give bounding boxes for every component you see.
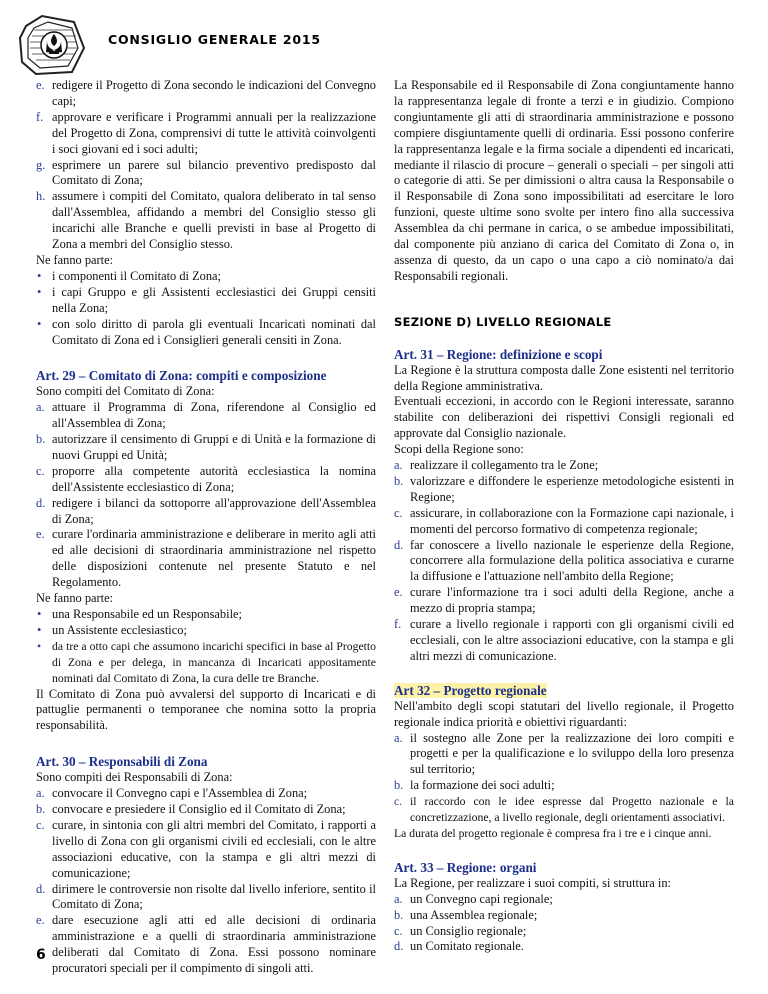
list-item: b. autorizzare il censimento di Gruppi e di Unità e la formazione di nuovi Gruppi ed Unità;: [36, 432, 376, 462]
paragraph: Il Comitato di Zona può avvalersi del supporto di Incaricati e di pattuglie permanenti o temporanee che nomina sotto la propria responsabilità.: [36, 686, 376, 733]
list-item: d. far conoscere a livello nazionale le esperienze della Regione, concorrere alla formulazione della politica associativa e curarne la diffusione e l'attuazione nell'ambito della Regione;: [394, 537, 734, 584]
list-item: d. dirimere le controversie non risolte dal livello inferiore, sentito il Comitato di Zona;: [36, 881, 376, 912]
list-item: b. una Assemblea regionale;: [394, 907, 538, 922]
left-column: [36, 78, 376, 977]
paragraph: Scopi della Regione sono:: [394, 442, 524, 457]
list-item: e. curare l'informazione tra i soci adulti della Regione, anche a mezzo di propria stampa;: [394, 585, 734, 616]
list-item: e. redigere il Progetto di Zona secondo le indicazioni del Convegno capi;: [36, 78, 376, 108]
list-item: a. un Convegno capi regionale;: [394, 891, 553, 906]
list-item: h. assumere i compiti del Comitato, qualora deliberato in tal senso dall'Assemblea, affidando a membri del Consiglio stesso gli incarichi alle Branche e quelli previsti in base al Progetto di Zona a membri del Consiglio stesso.: [36, 189, 376, 252]
paragraph: La Regione è la struttura composta dalle Zone esistenti nel territorio della Regione amministrativa.: [394, 362, 734, 393]
paragraph: Eventuali eccezioni, in accordo con le Regioni interessate, saranno stabilite con deliberazioni dei rispettivi Consigli regionali ed approvate dal Consiglio nazionale.: [394, 394, 734, 441]
article-29-heading: Art. 29 – Comitato di Zona: compiti e composizione: [36, 368, 327, 384]
list-item: d. redigere i bilanci da sottoporre all'approvazione dell'Assemblea di Zona;: [36, 495, 376, 526]
page-number: 6: [36, 947, 46, 963]
paragraph: Ne fanno parte:: [36, 252, 114, 267]
list-item: b. valorizzare e diffondere le esperienze metodologiche esistenti in Regione;: [394, 473, 734, 504]
list-item: c. proporre alla competente autorità ecclesiastica la nomina dell'Assistente ecclesiastico di Zona;: [36, 463, 376, 494]
bullet-item: • con solo diritto di parola gli eventuali Incaricati nominati dal Comitato di Zona ed i Consiglieri generali censiti in Zona.: [37, 316, 376, 347]
article-32-heading: Art 32 – Progetto regionale: [394, 682, 547, 698]
paragraph: Sono compiti del Comitato di Zona:: [36, 384, 215, 399]
right-column: [394, 78, 734, 955]
paragraph: Nell'ambito degli scopi statutari del livello regionale, il Progetto regionale indica priorità e obiettivi riguardanti:: [394, 698, 734, 729]
list-item: e. curare l'ordinaria amministrazione e deliberare in merito agli atti ed alle decisioni di straordinaria amministrazione nel rispetto delle disposizioni contenute nel presente Statuto e nel Regolamento.: [36, 527, 376, 590]
list-item: a. realizzare il collegamento tra le Zone;: [394, 458, 599, 473]
list-item: a. attuare il Programma di Zona, riferendone al Consiglio ed all'Assemblea di Zona;: [36, 400, 376, 431]
bullet-item: • i componenti il Comitato di Zona;: [37, 268, 221, 283]
bullet-item: • da tre a otto capi che assumono incarichi specifici in base al Progetto di Zona e per delega, in mancanza di Incaricati appositamente nominati dal Comitato di Zona, la cura delle tre Branche.: [37, 639, 376, 685]
list-item: c. il raccordo con le idee espresse dal Progetto nazionale e la concretizzazione, a livello regionale, degli orientamenti associativi.: [394, 795, 734, 825]
list-item: a. convocare il Convegno capi e l'Assemblea di Zona;: [36, 786, 308, 801]
bullet-item: • un Assistente ecclesiastico;: [37, 622, 187, 637]
bullet-item: • una Responsabile ed un Responsabile;: [37, 607, 242, 621]
list-item: a. il sostegno alle Zone per la realizzazione dei loro compiti e progetti e per la qualificazione e lo sviluppo della loro presenza sul territorio;: [394, 730, 734, 777]
scout-emblem-logo: [14, 8, 88, 82]
list-item: b. la formazione dei soci adulti;: [394, 778, 555, 793]
list-item: f. approvare e verificare i Programmi annuali per la realizzazione del Progetto di Zona, comprensivi di tutte le attività coinvolgenti i soci giovani ed i soci adulti;: [36, 109, 376, 156]
paragraph: Sono compiti dei Responsabili di Zona:: [36, 770, 233, 785]
list-item: b. convocare e presiedere il Consiglio ed il Comitato di Zona;: [36, 801, 346, 816]
list-item: e. dare esecuzione agli atti ed alle decisioni di ordinaria amministrazione e a quelli di straordinaria amministrazione deliberati dal Comitato di Zona. Essi possono nominare procuratori speciali per il compimento di singoli atti.: [36, 913, 376, 976]
list-item: c. curare, in sintonia con gli altri membri del Comitato, i rapporti a livello di Zona con gli organismi civili ed ecclesiali, con le altre associazioni educative, con la stampa e gli altri mezzi di comunicazione;: [36, 817, 376, 880]
article-30-heading: Art. 30 – Responsabili di Zona: [36, 754, 208, 770]
paragraph: La Regione, per realizzare i suoi compiti, si struttura in:: [394, 875, 671, 890]
list-item: d. un Comitato regionale.: [394, 939, 524, 954]
paragraph: La Responsabile ed il Responsabile di Zona congiuntamente hanno la rappresentanza legale di fronte a terzi e in giudizio. Compiono congiuntamente gli atti di straordinaria amministrazione e possono compiere disgiuntamente quelli di ordinaria. Essi possono conferire la rappresentanza legale e la firma sociale a dipendenti ed incaricati, mediante il rilascio di procure – generali o speciali – per singoli atti o categorie di atti. Se per dimissioni o altra causa la Responsabile o il Responsabile di Zona sono impossibilitati ad esercitare le loro funzioni, queste ultime sono svolte per intero fino alla successiva Assemblea da chi permane in carica, o se ambedue impossibilitati, dal componente più anziano di carica del Comitato di Zona o, in assenza di questo, da un capo o una capo a ciò nominato/a dai Responsabili regionali.: [394, 78, 734, 283]
page-header-title: CONSIGLIO GENERALE 2015: [108, 32, 321, 47]
section-title: SEZIONE D) LIVELLO REGIONALE: [394, 314, 612, 329]
list-item: c. assicurare, in collaborazione con la Formazione capi nazionale, i momenti del percorso formativo di competenza regionale;: [394, 505, 734, 536]
paragraph: La durata del progetto regionale è compresa fra i tre e i cinque anni.: [394, 826, 712, 840]
article-31-heading: Art. 31 – Regione: definizione e scopi: [394, 346, 603, 362]
list-item: g. esprimere un parere sul bilancio preventivo predisposto dal Comitato di Zona;: [36, 157, 376, 188]
paragraph: Ne fanno parte:: [36, 591, 114, 606]
article-33-heading: Art. 33 – Regione: organi: [394, 859, 537, 875]
list-item: f. curare a livello regionale i rapporti con gli organismi civili ed ecclesiali, con le altre associazioni educative, con la stampa e gli altri mezzi di comunicazione.: [394, 617, 734, 663]
list-item: c. un Consiglio regionale;: [394, 923, 527, 938]
bullet-item: • i capi Gruppo e gli Assistenti ecclesiastici dei Gruppi censiti nella Zona;: [37, 284, 376, 315]
